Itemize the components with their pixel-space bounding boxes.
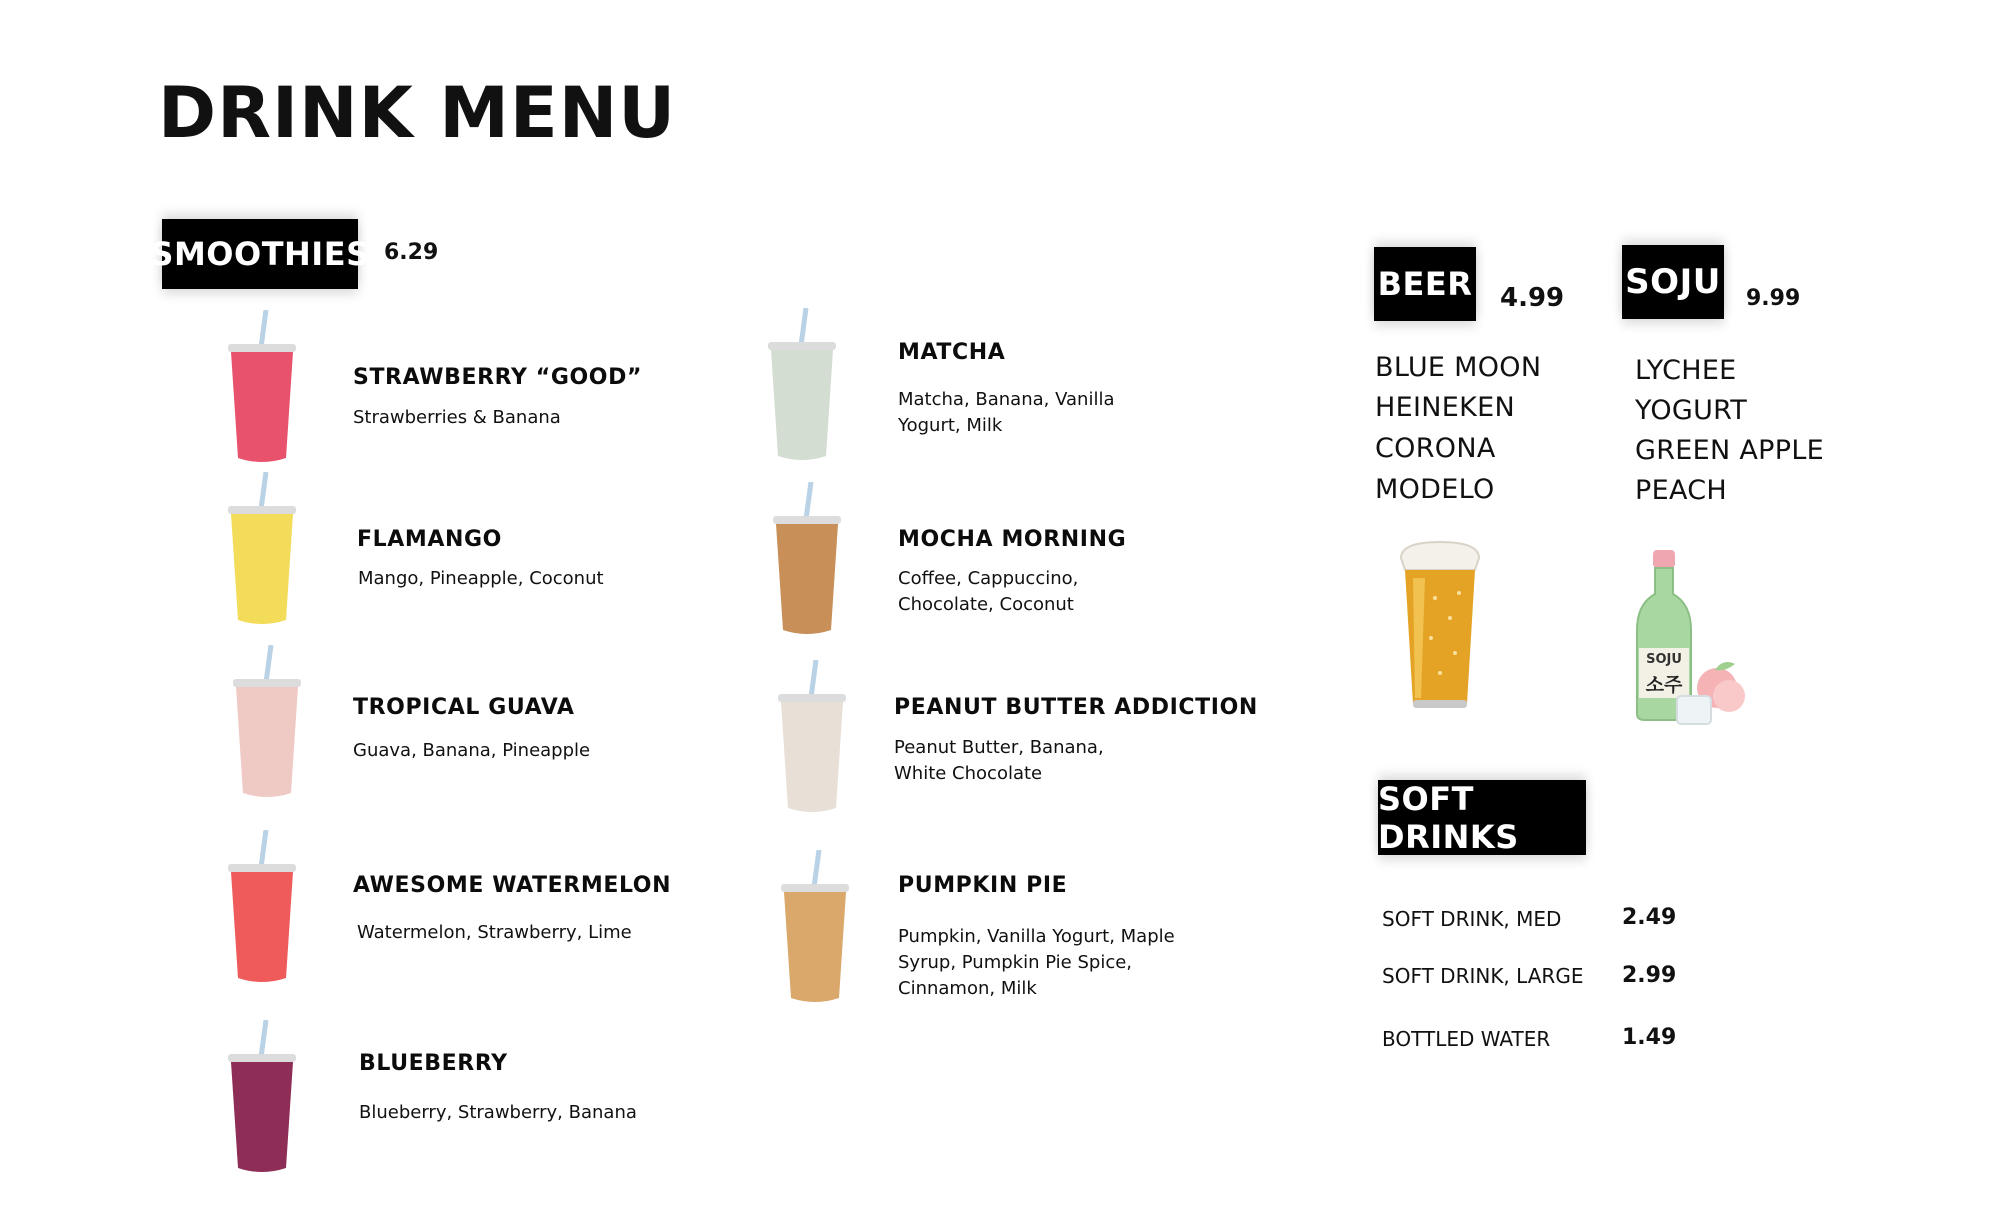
smoothie-fill bbox=[236, 687, 298, 797]
smoothie-description: Guava, Banana, Pineapple bbox=[353, 740, 591, 761]
list-item: LYCHEE bbox=[1635, 355, 1737, 386]
smoothie-name: MATCHA bbox=[898, 340, 1006, 365]
beer-glass-icon bbox=[1395, 538, 1485, 710]
soft-drink-price: 1.49 bbox=[1622, 1025, 1677, 1050]
smoothie-description: Watermelon, Strawberry, Lime bbox=[357, 922, 632, 943]
smoothie-name: FLAMANGO bbox=[357, 527, 502, 552]
soju-bottle-icon bbox=[1625, 548, 1755, 728]
smoothie-cup-icon bbox=[222, 1020, 302, 1180]
smoothies-price: 6.29 bbox=[384, 240, 439, 265]
smoothies-heading: SMOOTHIES bbox=[162, 219, 358, 289]
smoothie-description: Strawberries & Banana bbox=[353, 407, 561, 428]
soju-label-kr: 소주 bbox=[1645, 674, 1683, 696]
smoothie-name: MOCHA MORNING bbox=[898, 527, 1127, 552]
soft-drink-price: 2.99 bbox=[1622, 963, 1677, 988]
smoothie-fill bbox=[231, 514, 293, 624]
list-item: MODELO bbox=[1375, 474, 1495, 505]
smoothie-cup-icon bbox=[767, 482, 847, 642]
list-item: PEACH bbox=[1635, 475, 1727, 506]
soft-drink-name: SOFT DRINK, LARGE bbox=[1382, 964, 1584, 988]
soju-label-en: SOJU bbox=[1646, 652, 1682, 667]
smoothie-name: PEANUT BUTTER ADDICTION bbox=[894, 695, 1258, 720]
smoothie-cup-icon bbox=[222, 472, 302, 632]
list-item: BLUE MOON bbox=[1375, 352, 1542, 383]
smoothie-description: Matcha, Banana, Vanilla Yogurt, Milk bbox=[898, 389, 1115, 436]
soft-drink-name: BOTTLED WATER bbox=[1382, 1027, 1551, 1051]
smoothie-fill bbox=[781, 702, 843, 812]
beer-heading: BEER bbox=[1374, 247, 1476, 321]
smoothie-cup-icon bbox=[222, 830, 302, 990]
smoothie-fill bbox=[784, 892, 846, 1002]
list-item: CORONA bbox=[1375, 433, 1496, 464]
smoothie-fill bbox=[231, 1062, 293, 1172]
smoothie-cup-icon bbox=[227, 645, 307, 805]
smoothie-cup-icon bbox=[775, 850, 855, 1010]
beer-price: 4.99 bbox=[1500, 283, 1565, 313]
smoothie-name: AWESOME WATERMELON bbox=[353, 873, 672, 898]
soft-drink-name: SOFT DRINK, MED bbox=[1382, 907, 1562, 931]
list-item: GREEN APPLE bbox=[1635, 435, 1825, 466]
list-item: HEINEKEN bbox=[1375, 392, 1515, 423]
soft-drink-price: 2.49 bbox=[1622, 905, 1677, 930]
smoothie-name: PUMPKIN PIE bbox=[898, 873, 1068, 898]
smoothie-cup-icon bbox=[772, 660, 852, 820]
smoothie-fill bbox=[231, 872, 293, 982]
soft-drinks-heading: SOFT DRINKS bbox=[1378, 780, 1586, 855]
smoothie-description: Peanut Butter, Banana, White Chocolate bbox=[894, 737, 1104, 784]
smoothie-name: STRAWBERRY “GOOD” bbox=[353, 365, 643, 390]
list-item: YOGURT bbox=[1635, 395, 1748, 426]
smoothie-cup-icon bbox=[222, 310, 302, 470]
page-title: DRINK MENU bbox=[158, 72, 677, 154]
smoothie-description: Blueberry, Strawberry, Banana bbox=[359, 1102, 637, 1123]
smoothie-description: Coffee, Cappuccino, Chocolate, Coconut bbox=[898, 568, 1079, 615]
smoothie-fill bbox=[231, 352, 293, 462]
soju-heading: SOJU bbox=[1622, 245, 1724, 319]
smoothie-name: TROPICAL GUAVA bbox=[353, 695, 575, 720]
smoothie-fill bbox=[776, 524, 838, 634]
smoothie-name: BLUEBERRY bbox=[359, 1051, 508, 1076]
smoothie-cup-icon bbox=[762, 308, 842, 468]
smoothie-description: Pumpkin, Vanilla Yogurt, Maple Syrup, Pumpkin Pie Spice, Cinnamon, Milk bbox=[898, 926, 1175, 999]
soju-price: 9.99 bbox=[1746, 286, 1801, 311]
smoothie-description: Mango, Pineapple, Coconut bbox=[358, 568, 604, 589]
smoothie-fill bbox=[771, 350, 833, 460]
